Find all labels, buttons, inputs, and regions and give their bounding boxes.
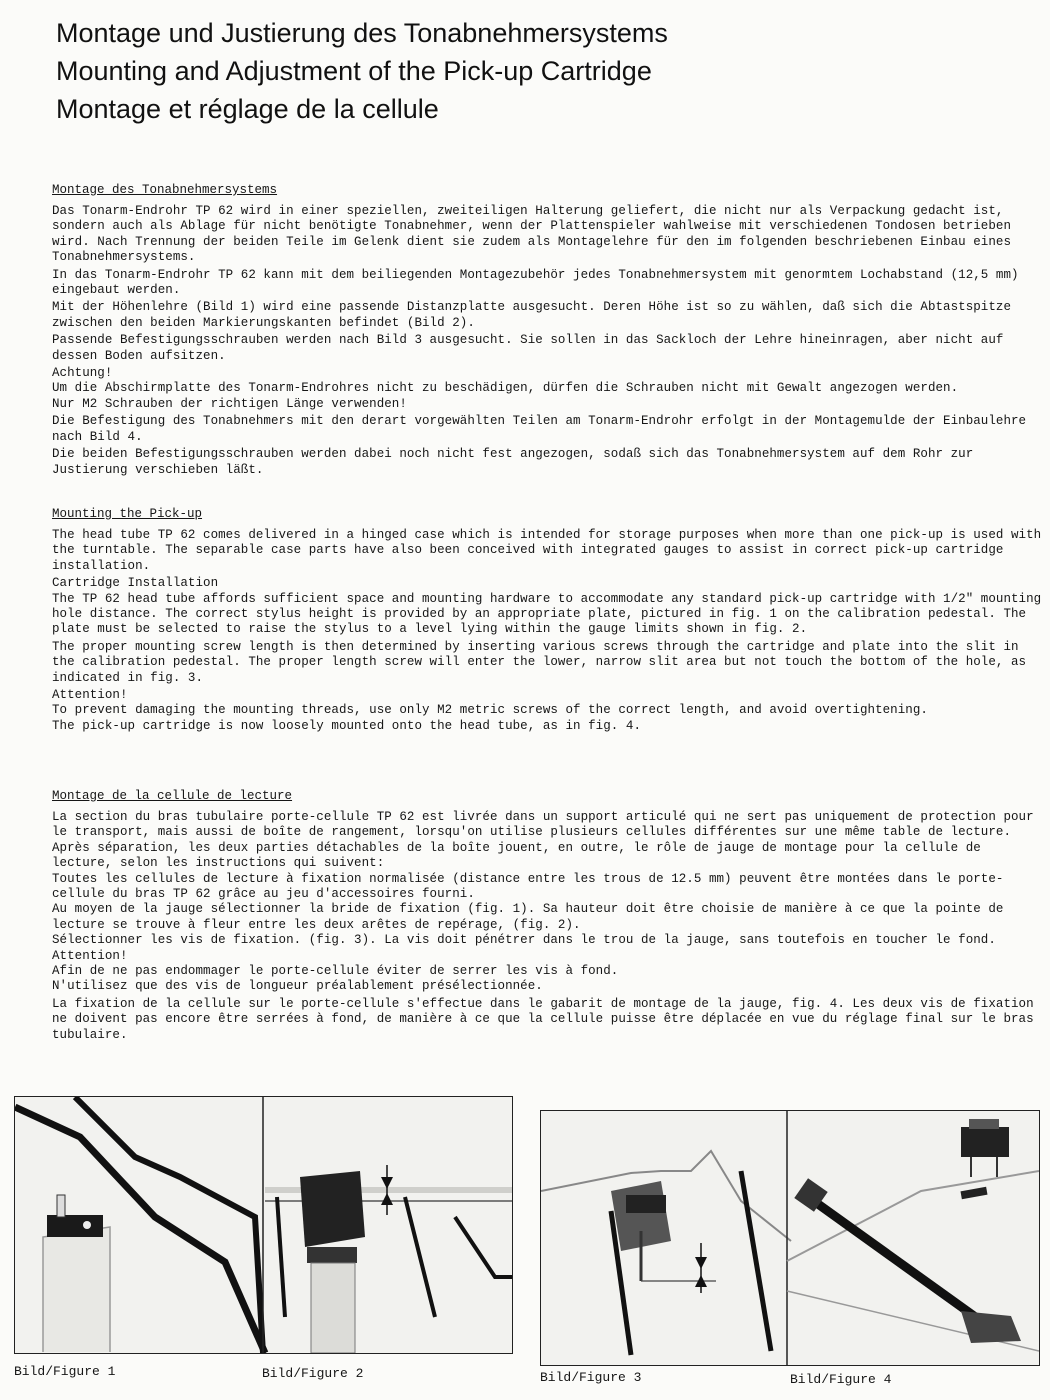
figure-caption-1: Bild/Figure 1	[14, 1364, 116, 1379]
paragraph: La fixation de la cellule sur le porte-cellule s'effectue dans le gabarit de montage de la jauge, fig. 4. Les deux vis de fixation ne doivent pas encore être serrées à fond, de manière à ce que la cellule puisse être déplacée en vue du réglage final sur le bras tubulaire.	[52, 996, 1034, 1042]
paragraph: Passende Befestigungsschrauben werden nach Bild 3 ausgesucht. Sie sollen in das Sackloch der Lehre hineinragen, aber nicht auf dessen Boden aufsitzen.	[52, 333, 1004, 363]
paragraph: Mit der Höhenlehre (Bild 1) wird eine passende Distanzplatte ausgesucht. Deren Höhe ist so zu wählen, daß sich die Abtastspitze zwischen den beiden Markierungskanten befindet (Bild 2).	[52, 300, 1012, 330]
figure-panel-1-2	[14, 1096, 513, 1354]
figure-caption-3: Bild/Figure 3	[540, 1370, 642, 1385]
paragraph: Cartridge Installation The TP 62 head tube affords sufficient space and mounting hardware to accommodate any standard pick-up cartridge with 1/2" mounting hole distance. The correct stylus height is provided by an appropriate plate, pictured in fig. 1 on the calibration pedestal. The plate must be selected to raise the stylus to a level lying within the gauge limits shown in fig. 2.	[52, 576, 1042, 637]
paragraph: La section du bras tubulaire porte-cellule TP 62 est livrée dans un support articulé qui ne sert pas uniquement de protection pour le transport, mais aussi de boîte de rangement, lorsqu'on utilise plusieurs cellules différentes sur une même table de lecture. Après séparation, les deux parties détachables de la boîte jouent, en outre, le rôle de jauge de montage pour la cellule de lecture, selon les instructions qui suivent: Toutes les cellules de lecture à fixation normalisée (distance entre les trous de 12.5 mm) peuvent être montées dans le porte-cellule du bras TP 62 grâce au jeu d'accessoires fourni. Au moyen de la jauge sélectionner la bride de fixation (fig. 1). Sa hauteur doit être choisie de manière à ce que la pointe de lecture se trouve à fleur entre les deux arêtes de repérage, (fig. 2). Sélectionner les vis de fixation. (fig. 3). La vis doit pénétrer dans le trou de la jauge, sans toutefois en toucher le fond. Attention! Afin de ne pas endommager le porte-cellule éviter de serrer les vis à fond. N'utilisez que des vis de longueur préalablement présélectionnée.	[52, 810, 1034, 994]
paragraph: The proper mounting screw length is then determined by inserting various screws through the cartridge and plate into the slit in the calibration pedestal. The proper length screw will enter the lower, narrow slit area but not touch the bottom of the hole, as indicated in fig. 3.	[52, 639, 1027, 685]
paragraph: Die beiden Befestigungsschrauben werden dabei noch nicht fest angezogen, sodaß sich das Tonabnehmersystem auf dem Rohr zur Justierung verschieben läßt.	[52, 447, 974, 477]
section-german	[52, 180, 1042, 480]
figure-panel-3-4	[540, 1110, 1040, 1366]
paragraph: Die Befestigung des Tonabnehmers mit den derart vorgewählten Teilen am Tonarm-Endrohr erfolgt in der Montagemulde der Einbaulehre nach Bild 4.	[52, 414, 1027, 444]
title-german: Montage und Justierung des Tonabnehmersystems	[56, 18, 668, 48]
figure-caption-4: Bild/Figure 4	[790, 1372, 892, 1387]
paragraph: The head tube TP 62 comes delivered in a hinged case which is intended for storage purposes when more than one pick-up is used with the turntable. The separable case parts have also been conceived with integrated gauges to assist in correct pick-up cartridge installation.	[52, 528, 1042, 573]
paragraph: Attention! To prevent damaging the mounting threads, use only M2 metric screws of the correct length, and avoid overtightening. The pick-up cartridge is now loosely mounted onto the head tube, as in fig. 4.	[52, 688, 928, 733]
figure-caption-2: Bild/Figure 2	[262, 1366, 364, 1381]
paragraph: In das Tonarm-Endrohr TP 62 kann mit dem beiliegenden Montagezubehör jedes Tonabnehmersystem mit genormtem Lochabstand (12,5 mm) eingebaut werden.	[52, 267, 1019, 298]
figure-1-2-illustration	[15, 1097, 512, 1353]
figure-3-4-illustration	[541, 1111, 1039, 1365]
section-heading-english: Mounting the Pick-up	[52, 507, 203, 521]
section-french	[52, 786, 1042, 1045]
section-english	[52, 504, 1042, 736]
title-french: Montage et réglage de la cellule	[56, 94, 439, 124]
section-heading-german: Montage des Tonabnehmersystems	[52, 183, 278, 197]
section-heading-french: Montage de la cellule de lecture	[52, 789, 293, 803]
paragraph: Achtung! Um die Abschirmplatte des Tonarm-Endrohres nicht zu beschädigen, dürfen die Schrauben nicht mit Gewalt angezogen werden. Nur M2 Schrauben der richtigen Länge verwenden!	[52, 366, 959, 411]
title-block	[56, 14, 668, 128]
paragraph: Das Tonarm-Endrohr TP 62 wird in einer speziellen, zweiteiligen Halterung geliefert, die nicht nur als Verpackung gedacht ist, sondern auch als Ablage für nicht benötigte Tonabnehmer, wenn der Plattenspieler wahlweise mit verschiedenen Tondosen betrieben wird. Nach Trennung der beiden Teile im Gelenk dient sie zudem als Montagelehre für den im folgenden beschriebenen Einbau eines Tonabnehmersystems.	[52, 204, 1012, 265]
title-english: Mounting and Adjustment of the Pick-up Cartridge	[56, 56, 652, 86]
